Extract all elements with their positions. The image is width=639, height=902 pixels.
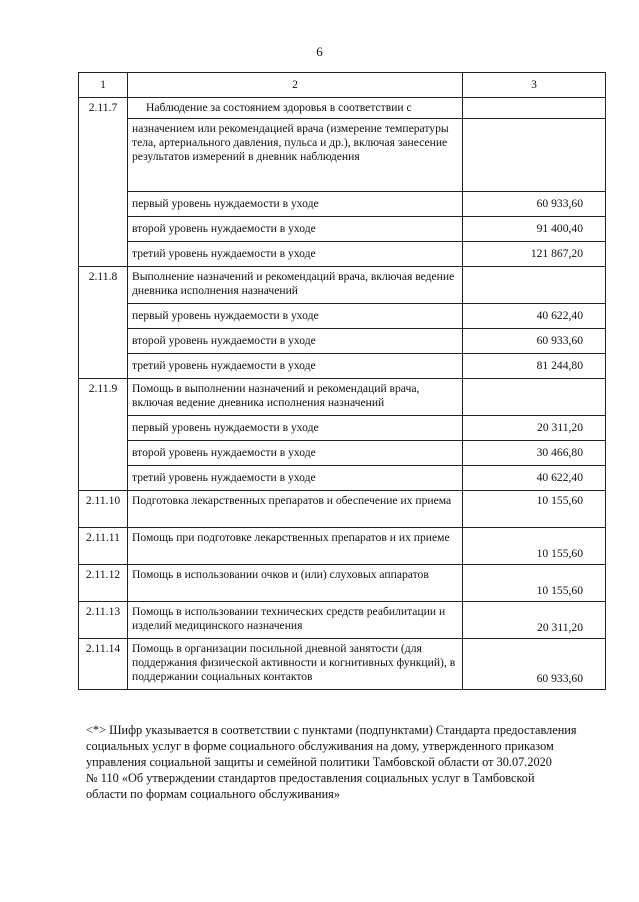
amount-cell: 91 400,40 [463,217,606,242]
footnote-line: управления социальной защиты и семейной политики Тамбовской области от 30.07.2020 [86,755,552,769]
footnote-line: области по формам социального обслуживания» [86,787,340,801]
amount-cell: 20 311,20 [463,602,606,639]
service-code: 2.11.8 [79,267,128,379]
amount-cell [463,98,606,119]
table-row [79,528,606,565]
amount-cell: 60 933,60 [463,639,606,690]
level-label: третий уровень нуждаемости в уходе [128,466,463,491]
service-title: Выполнение назначений и рекомендаций врача, включая ведение дневника исполнения назначений [128,267,463,304]
level-label: первый уровень нуждаемости в уходе [128,304,463,329]
table-row [79,304,606,329]
amount-cell: 40 622,40 [463,304,606,329]
amount-cell: 10 155,60 [463,491,606,528]
footnote-line: <*> Шифр указывается в соответствии с пунктами (подпунктами) Стандарта предоставления [86,723,577,737]
table-row [79,119,606,192]
level-label: второй уровень нуждаемости в уходе [128,441,463,466]
service-code: 2.11.7 [79,98,128,267]
amount-cell: 10 155,60 [463,528,606,565]
service-code: 2.11.14 [79,639,128,690]
table-row [79,565,606,602]
level-label: первый уровень нуждаемости в уходе [128,416,463,441]
table-row [79,242,606,267]
services-table [78,72,606,690]
table-row [79,416,606,441]
header-col-3: 3 [463,73,606,98]
footnote-line: № 110 «Об утверждении стандартов предоставления социальных услуг в Тамбовской [86,771,535,785]
amount-cell: 60 933,60 [463,192,606,217]
service-title: Помощь при подготовке лекарственных препаратов и их приеме [128,528,463,565]
table-row [79,466,606,491]
service-title: Помощь в использовании очков и (или) слуховых аппаратов [128,565,463,602]
service-code: 2.11.12 [79,565,128,602]
table-row [79,379,606,416]
amount-cell [463,267,606,304]
table-row [79,98,606,119]
table-row [79,329,606,354]
table-row [79,441,606,466]
amount-cell: 20 311,20 [463,416,606,441]
table-row [79,192,606,217]
service-title: Помощь в использовании технических средств реабилитации и изделий медицинского назначения [128,602,463,639]
footnote [86,722,601,802]
table-row [79,639,606,690]
service-subtitle: назначением или рекомендацией врача (измерение температуры тела, артериального давления, пульса и др.), включая занесение результатов измерений в дневник наблюдения [128,119,463,192]
page-number: 6 [316,44,323,59]
service-title: Подготовка лекарственных препаратов и обеспечение их приема [128,491,463,528]
table-row [79,354,606,379]
level-label: второй уровень нуждаемости в уходе [128,217,463,242]
service-code: 2.11.9 [79,379,128,491]
level-label: первый уровень нуждаемости в уходе [128,192,463,217]
service-code: 2.11.13 [79,602,128,639]
level-label: второй уровень нуждаемости в уходе [128,329,463,354]
service-code: 2.11.10 [79,491,128,528]
level-label: третий уровень нуждаемости в уходе [128,242,463,267]
amount-cell: 81 244,80 [463,354,606,379]
header-col-2: 2 [128,73,463,98]
service-title: Наблюдение за состоянием здоровья в соответствии с [128,98,463,119]
footnote-line: социальных услуг в форме социального обслуживания на дому, утвержденного приказом [86,739,554,753]
level-label: третий уровень нуждаемости в уходе [128,354,463,379]
service-code: 2.11.11 [79,528,128,565]
amount-cell: 10 155,60 [463,565,606,602]
table-row [79,602,606,639]
amount-cell: 40 622,40 [463,466,606,491]
header-col-1: 1 [79,73,128,98]
table-row [79,267,606,304]
table-header-row [79,73,606,98]
amount-cell: 60 933,60 [463,329,606,354]
amount-cell [463,379,606,416]
service-title: Помощь в выполнении назначений и рекомендаций врача, включая ведение дневника исполнения назначений [128,379,463,416]
service-title: Помощь в организации посильной дневной занятости (для поддержания физической активности и когнитивных функций), в поддержании социальных контактов [128,639,463,690]
amount-cell [463,119,606,192]
table-row [79,217,606,242]
amount-cell: 121 867,20 [463,242,606,267]
amount-cell: 30 466,80 [463,441,606,466]
table-row [79,491,606,528]
